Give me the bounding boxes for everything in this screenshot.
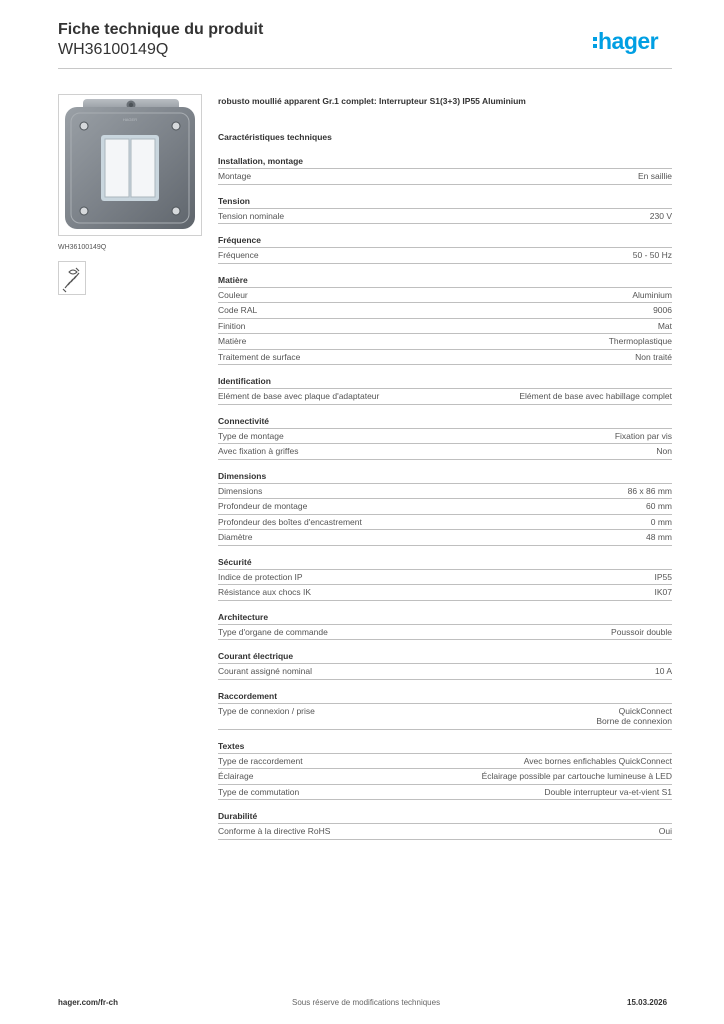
spec-group-title: Tension xyxy=(218,196,672,209)
spec-value-line: Non traité xyxy=(635,351,672,362)
svg-text:HAGER: HAGER xyxy=(122,117,138,122)
spec-value xyxy=(659,826,672,837)
spec-group-title: Architecture xyxy=(218,612,672,625)
spec-value-line: 9006 xyxy=(653,305,672,315)
spec-value xyxy=(635,352,672,363)
spec-label: Dimensions xyxy=(218,485,263,496)
spec-value-line: 50 - 50 Hz xyxy=(632,250,672,260)
screw-fixing-icon-box xyxy=(58,261,86,295)
switch-box-illustration xyxy=(59,95,201,235)
spec-row xyxy=(218,585,672,601)
footer-website[interactable]: hager.com/fr-ch xyxy=(58,998,119,1007)
spec-value-line: Poussoir double xyxy=(611,626,672,637)
spec-label: Traitement de surface xyxy=(218,351,301,362)
screw-terminal-icon xyxy=(59,262,85,294)
spec-value xyxy=(655,587,673,598)
spec-group xyxy=(218,612,672,641)
spec-group xyxy=(218,741,672,801)
spec-label: Type de montage xyxy=(218,430,284,441)
spec-row xyxy=(218,334,672,350)
spec-group-title: Identification xyxy=(218,376,672,389)
spec-value xyxy=(633,250,672,261)
spec-content xyxy=(218,96,672,851)
spec-row xyxy=(218,319,672,335)
spec-label: Matière xyxy=(218,336,247,346)
spec-row xyxy=(218,303,672,319)
spec-value xyxy=(650,211,672,222)
section-heading: Caractéristiques techniques xyxy=(218,132,332,142)
spec-label: Diamètre xyxy=(218,532,253,542)
spec-row xyxy=(218,769,672,785)
spec-value-line: 0 mm xyxy=(650,516,672,527)
spec-row xyxy=(218,824,672,840)
spec-label: Type d'organe de commande xyxy=(218,626,328,637)
spec-value xyxy=(646,532,672,543)
spec-label: Courant assigné nominal xyxy=(218,666,313,676)
spec-group-title: Matière xyxy=(218,275,672,288)
spec-value xyxy=(638,171,672,182)
logo-dots-icon xyxy=(593,34,597,51)
spec-value xyxy=(609,336,672,347)
spec-group-title: Installation, montage xyxy=(218,156,672,169)
spec-groups xyxy=(218,156,672,840)
header-titles xyxy=(58,20,263,60)
footer-date: 15.03.2026 xyxy=(627,998,668,1007)
spec-group xyxy=(218,156,672,185)
spec-value-line: Thermoplastique xyxy=(608,336,672,346)
image-caption: WH36100149Q xyxy=(58,244,107,251)
spec-value xyxy=(596,706,672,727)
spec-value-line: Fixation par vis xyxy=(614,430,672,441)
spec-value xyxy=(658,321,672,332)
spec-value-line: Avec bornes enfichables QuickConnect xyxy=(523,755,672,766)
spec-label: Code RAL xyxy=(218,305,258,315)
spec-group xyxy=(218,376,672,405)
spec-group-title: Raccordement xyxy=(218,691,672,704)
spec-row xyxy=(218,570,672,586)
spec-row xyxy=(218,530,672,546)
spec-row xyxy=(218,350,672,366)
spec-value xyxy=(519,391,672,402)
spec-group xyxy=(218,196,672,225)
spec-group xyxy=(218,811,672,840)
spec-row xyxy=(218,515,672,531)
spec-value-line: IP55 xyxy=(654,571,672,582)
spec-group xyxy=(218,651,672,680)
spec-group xyxy=(218,235,672,264)
product-description: robusto moullié apparent Gr.1 complet: Interrupteur S1(3+3) IP55 Aluminium xyxy=(218,96,526,106)
spec-label: Éclairage xyxy=(218,771,254,781)
spec-group xyxy=(218,557,672,601)
spec-value-line: En saillie xyxy=(637,171,672,181)
spec-value-line: Oui xyxy=(658,826,672,836)
spec-group xyxy=(218,275,672,366)
spec-label: Type de connexion / prise xyxy=(218,705,315,716)
spec-group-title: Dimensions xyxy=(218,471,672,484)
spec-row xyxy=(218,248,672,264)
spec-row xyxy=(218,288,672,304)
spec-row xyxy=(218,704,672,730)
spec-value-line: Aluminium xyxy=(632,289,672,300)
spec-label: Profondeur de montage xyxy=(218,501,308,511)
spec-value xyxy=(524,756,672,767)
spec-value xyxy=(611,627,672,638)
spec-value xyxy=(655,572,673,583)
spec-value xyxy=(653,305,672,316)
header-divider xyxy=(58,68,672,69)
spec-value-line: IK07 xyxy=(654,587,672,597)
spec-value-line: 60 mm xyxy=(646,501,672,511)
spec-label: Conforme à la directive RoHS xyxy=(218,826,331,836)
spec-label: Avec fixation à griffes xyxy=(218,446,299,456)
spec-value-line: 48 mm xyxy=(646,532,672,542)
spec-value xyxy=(632,290,672,301)
spec-group-title: Textes xyxy=(218,741,672,754)
spec-label: Tension nominale xyxy=(218,210,285,221)
page-title: Fiche technique du produit xyxy=(58,21,264,38)
product-image xyxy=(58,94,202,236)
spec-row xyxy=(218,169,672,185)
spec-group-title: Durabilité xyxy=(218,811,672,824)
spec-value-line: 86 x 86 mm xyxy=(627,485,672,496)
spec-label: Finition xyxy=(218,320,246,331)
spec-group-title: Fréquence xyxy=(218,235,672,248)
spec-label: Couleur xyxy=(218,289,248,300)
spec-group xyxy=(218,416,672,460)
spec-row xyxy=(218,429,672,445)
spec-value xyxy=(656,446,672,457)
spec-row xyxy=(218,785,672,801)
spec-value xyxy=(544,787,672,798)
spec-row xyxy=(218,389,672,405)
spec-row xyxy=(218,664,672,680)
spec-value-line: Non xyxy=(656,446,672,456)
spec-value-line: QuickConnect xyxy=(618,705,672,716)
hager-logo[interactable] xyxy=(593,28,658,54)
spec-value xyxy=(651,517,672,528)
spec-row xyxy=(218,625,672,641)
spec-value-line: 230 V xyxy=(649,210,672,221)
spec-value xyxy=(482,771,672,782)
spec-row xyxy=(218,209,672,225)
spec-value-line: Borne de connexion xyxy=(596,716,672,726)
spec-value xyxy=(628,486,672,497)
footer-note: Sous réserve de modifications techniques xyxy=(292,998,441,1007)
spec-label: Indice de protection IP xyxy=(218,571,303,582)
spec-label: Elément de base avec plaque d'adaptateur xyxy=(218,391,380,401)
spec-row xyxy=(218,754,672,770)
spec-group xyxy=(218,691,672,730)
spec-group xyxy=(218,471,672,546)
spec-row xyxy=(218,499,672,515)
spec-group-title: Sécurité xyxy=(218,557,672,570)
spec-label: Fréquence xyxy=(218,250,259,260)
product-code: WH36100149Q xyxy=(58,41,169,58)
spec-label: Résistance aux chocs IK xyxy=(218,587,312,597)
spec-value-line: 10 A xyxy=(654,666,672,676)
spec-value xyxy=(655,666,672,677)
spec-value-line: Elément de base avec habillage complet xyxy=(519,391,672,401)
spec-row xyxy=(218,484,672,500)
spec-label: Profondeur des boîtes d'encastrement xyxy=(218,516,362,527)
spec-label: Type de raccordement xyxy=(218,755,303,766)
spec-group-title: Connectivité xyxy=(218,416,672,429)
spec-value xyxy=(646,501,672,512)
spec-value xyxy=(615,431,672,442)
spec-label: Montage xyxy=(218,171,252,181)
spec-row xyxy=(218,444,672,460)
spec-value-line: Mat xyxy=(657,320,672,331)
spec-value-line: Éclairage possible par cartouche lumineuse à LED xyxy=(481,771,672,781)
spec-label: Type de commutation xyxy=(218,786,300,797)
spec-group-title: Courant électrique xyxy=(218,651,672,664)
spec-value-line: Double interrupteur va-et-vient S1 xyxy=(544,786,672,797)
logo-text: hager xyxy=(598,28,659,54)
